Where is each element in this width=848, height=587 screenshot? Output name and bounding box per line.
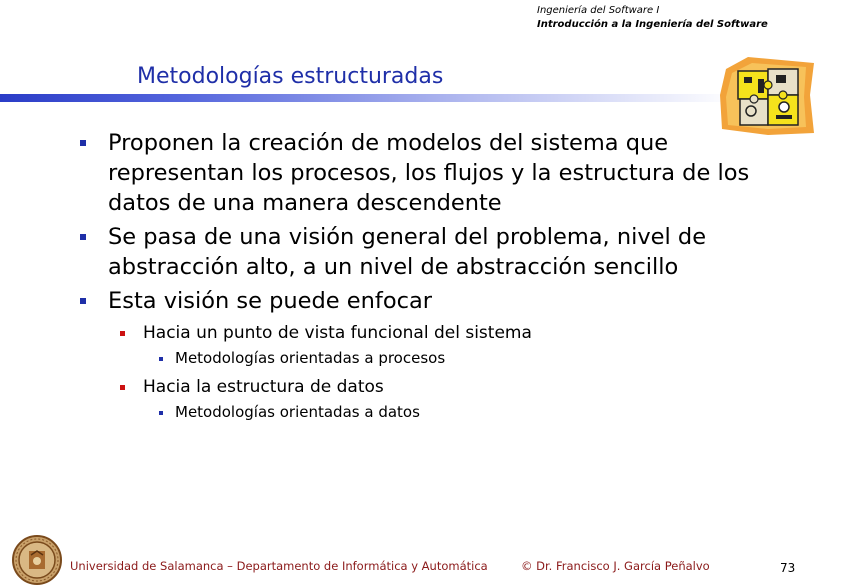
sub-sub-bullet-marker <box>159 411 163 415</box>
bullet-2 <box>78 222 778 282</box>
sub-bullet-2 <box>116 374 778 400</box>
author-text: © Dr. Francisco J. García Peñalvo <box>521 559 710 573</box>
sub-bullet-marker <box>120 331 125 336</box>
sub-bullet-1 <box>116 320 778 346</box>
course-name: Ingeniería del Software I <box>537 5 660 16</box>
sub-bullet-marker <box>120 385 125 390</box>
subject-name: Introducción a la Ingeniería del Software <box>537 19 768 30</box>
header <box>537 4 768 32</box>
slide-body <box>78 128 778 428</box>
sub-bullet-text: Hacia la estructura de datos <box>143 377 384 397</box>
sub-sub-bullet-1 <box>156 346 778 370</box>
bullet-1 <box>78 128 778 218</box>
sub-sub-bullet-text: Metodologías orientadas a datos <box>175 403 420 421</box>
university-seal-icon <box>12 535 62 585</box>
institution-text: Universidad de Salamanca – Departamento de Informática y Automática <box>70 559 488 573</box>
sub-sub-bullet-2 <box>156 400 778 424</box>
bullet-text: Se pasa de una visión general del problema, nivel de abstracción alto, a un nivel de abstracción sencillo <box>108 224 707 280</box>
bullet-marker <box>80 140 86 146</box>
sub-bullet-text: Hacia un punto de vista funcional del sistema <box>143 323 532 343</box>
slide-title: Metodologías estructuradas <box>137 64 444 89</box>
sub-sub-bullet-marker <box>159 357 163 361</box>
bullet-marker <box>80 298 86 304</box>
bullet-text: Esta visión se puede enfocar <box>108 288 432 314</box>
bullet-3 <box>78 286 778 316</box>
title-rule <box>0 94 736 102</box>
footer <box>0 530 848 587</box>
sub-sub-bullet-text: Metodologías orientadas a procesos <box>175 349 446 367</box>
bullet-marker <box>80 234 86 240</box>
puzzle-clipart-icon <box>718 55 816 137</box>
bullet-text: Proponen la creación de modelos del sistema que representan los procesos, los flujos y la estructura de los datos de una manera descendente <box>108 130 750 216</box>
page-number: 73 <box>780 561 796 575</box>
